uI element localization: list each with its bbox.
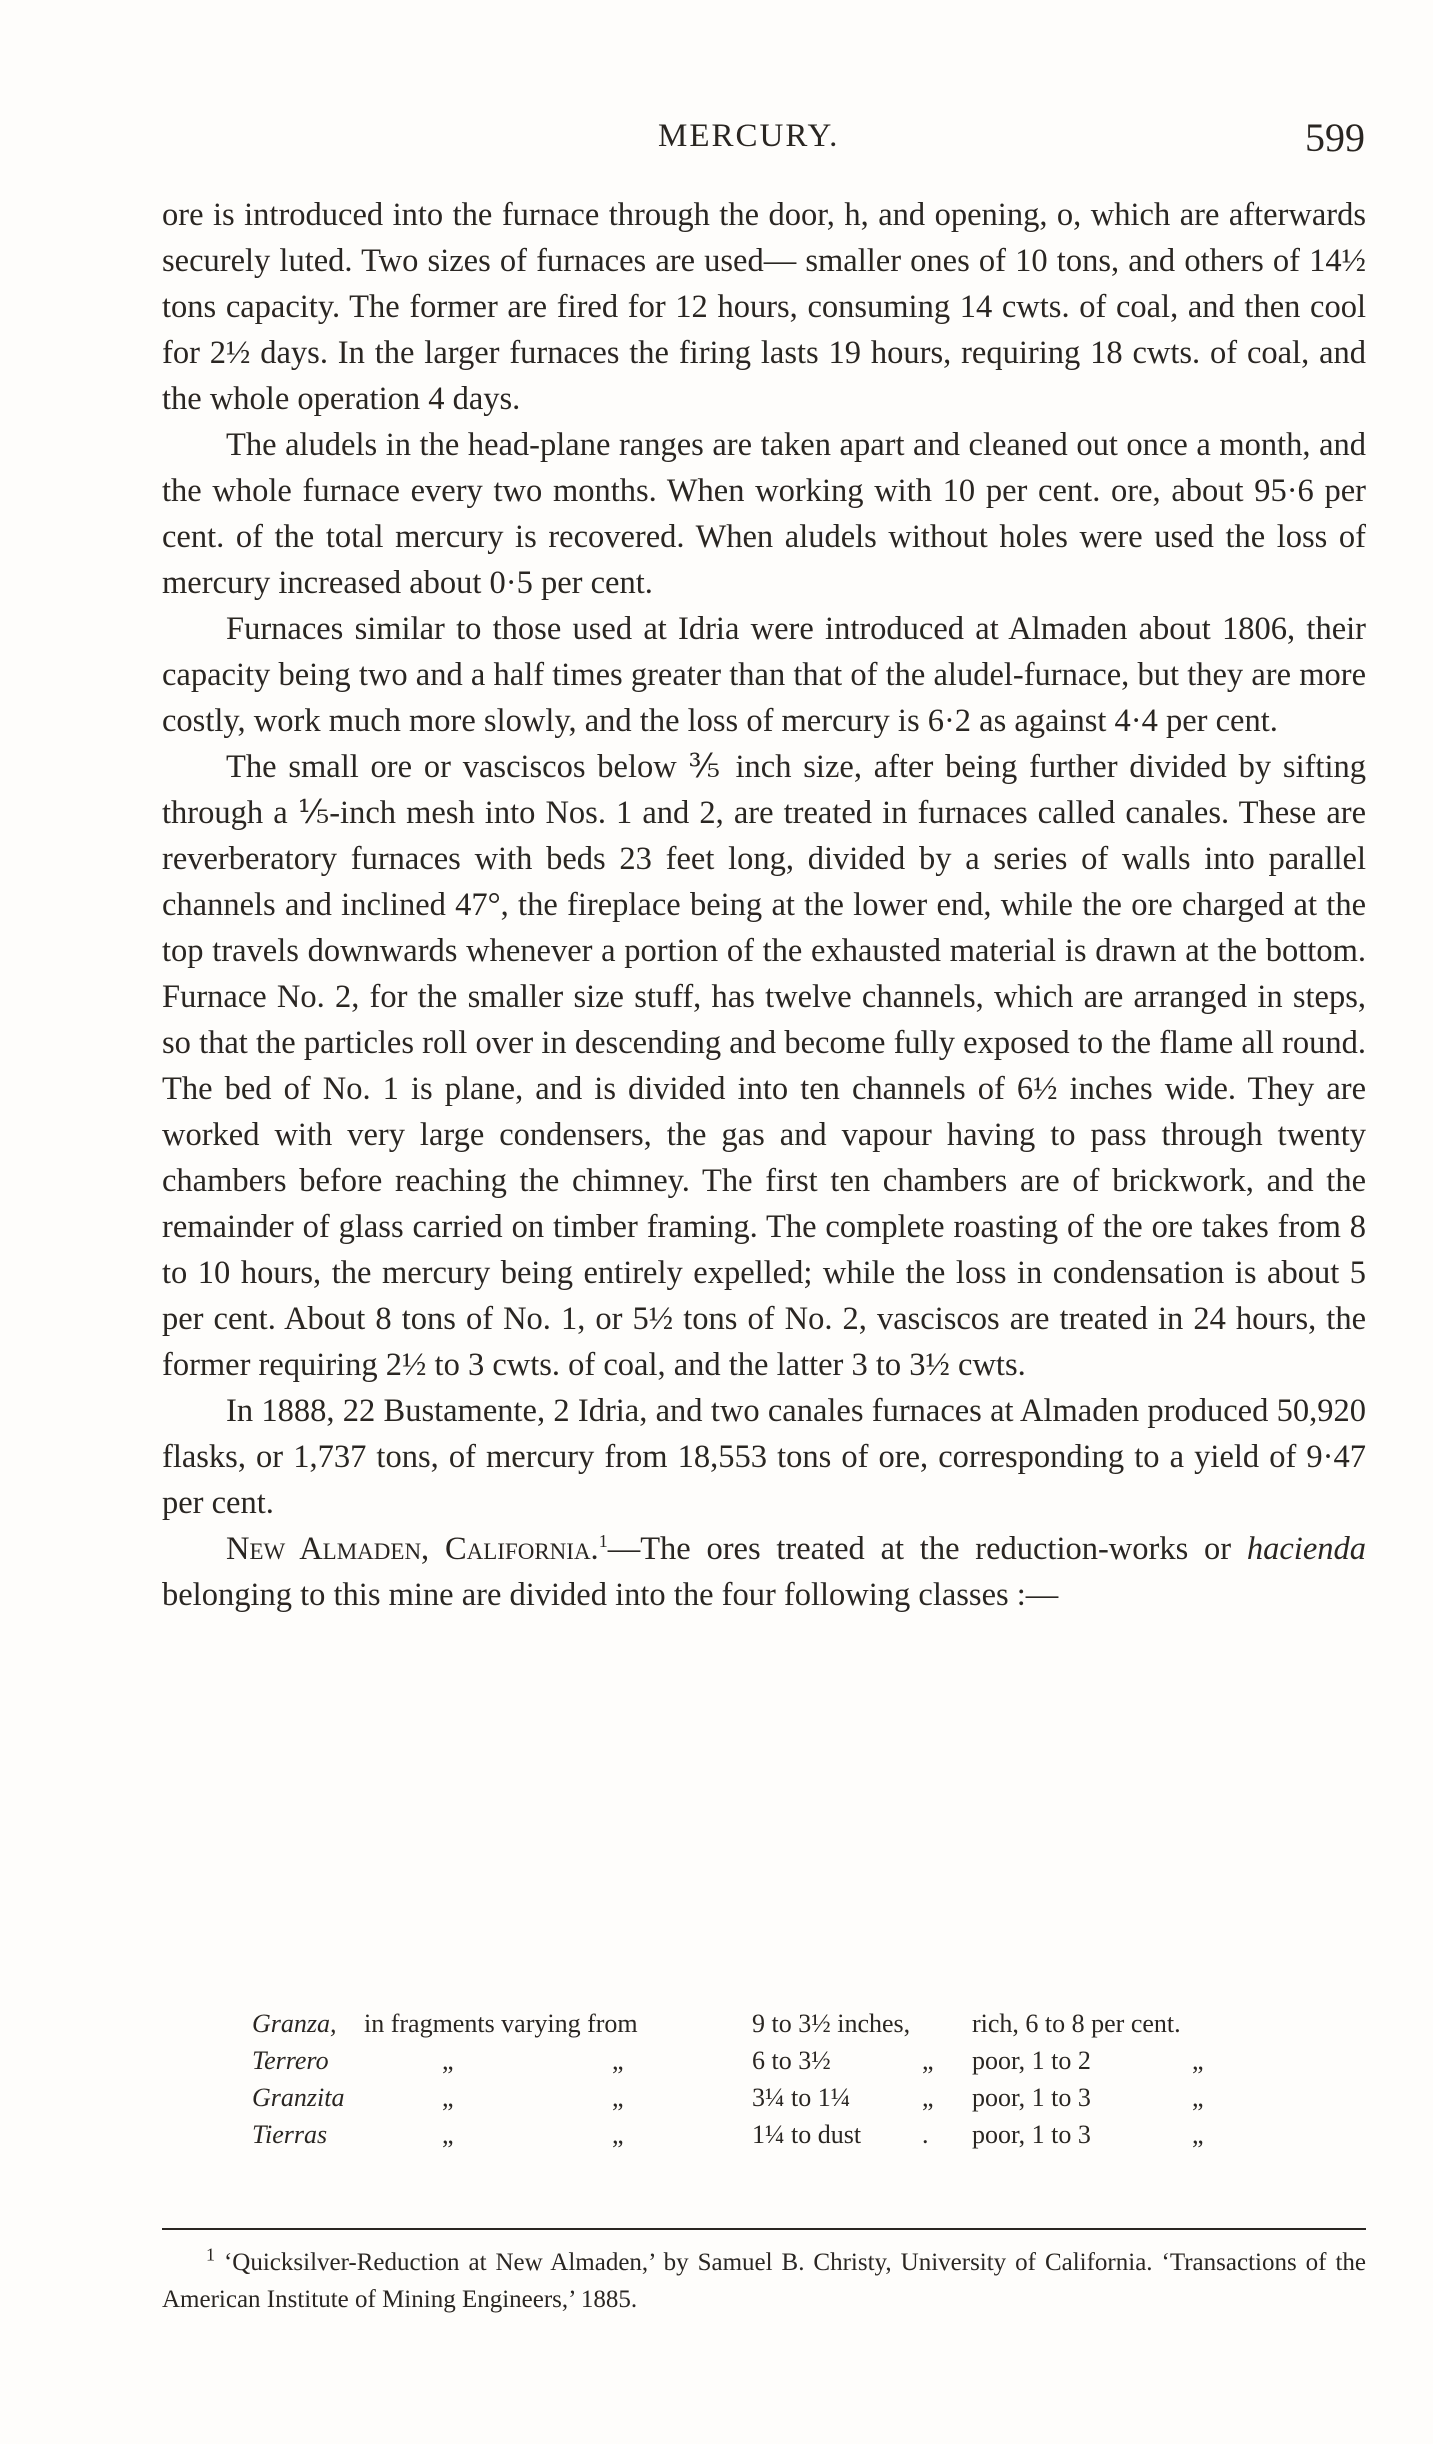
ditto-mark: „ xyxy=(442,2046,454,2075)
ore-class-name: Granzita xyxy=(252,2083,345,2112)
ore-class-row xyxy=(252,2116,1312,2153)
ore-classes-list xyxy=(252,2005,1312,2153)
ditto-mark: „ xyxy=(922,2046,934,2075)
ditto-mark: „ xyxy=(442,2083,454,2112)
ore-class-quality: poor, 1 to 2 xyxy=(972,2046,1091,2075)
ditto-mark: „ xyxy=(1192,2083,1204,2112)
footnote-text: ‘Quicksilver-Reduction at New Almaden,’ by Samuel B. Christy, University of California. ‘Transactions of the American Institute of Mining Engineers,’ 1885. xyxy=(162,2249,1366,2313)
ditto-mark: „ xyxy=(1192,2120,1204,2149)
ore-class-size: 6 to 3½ xyxy=(752,2046,831,2075)
running-head xyxy=(0,115,1433,168)
paragraph-new-almaden xyxy=(162,1526,1366,1618)
ore-class-name: Tierras xyxy=(252,2120,328,2149)
ditto-mark: „ xyxy=(442,2120,454,2149)
section-heading: New Almaden, California. xyxy=(226,1531,599,1567)
footnote xyxy=(162,2244,1366,2318)
new-almaden-text: —The ores treated at the reduction-works or xyxy=(607,1531,1247,1567)
ore-class-name: Terrero xyxy=(252,2046,329,2075)
ore-class-name: Granza, xyxy=(252,2009,337,2038)
ditto-mark: „ xyxy=(612,2120,624,2149)
ditto-mark: „ xyxy=(1192,2046,1204,2075)
ore-class-quality: poor, 1 to 3 xyxy=(972,2120,1091,2149)
ore-class-size: 1¼ to dust xyxy=(752,2120,862,2149)
ditto-mark: „ xyxy=(922,2083,934,2112)
paragraph-1: ore is introduced into the furnace through the door, h, and opening, o, which are afterwards securely luted. Two sizes of furnaces are used— smaller ones of 10 tons, and others of 14½ tons capacity. The former are fired for 12 hours, consuming 14 cwts. of coal, and then cool for 2½ days. In the larger furnaces the firing lasts 19 hours, requiring 18 cwts. of coal, and the whole operation 4 days. xyxy=(162,197,1366,417)
body-text xyxy=(162,192,1366,1618)
paragraph-4: The small ore or vasciscos below ⅗ inch size, after being further divided by sifting through a ⅕-inch mesh into Nos. 1 and 2, are treated in furnaces called canales. These are reverberatory furnaces with beds 23 feet long, divided by a series of walls into parallel channels and inclined 47°, the fireplace being at the lower end, while the ore charged at the top travels downwards whenever a portion of the exhausted material is drawn at the bottom. Furnace No. 2, for the smaller size stuff, has twelve channels, which are arranged in steps, so that the particles roll over in descending and become fully exposed to the flame all round. The bed of No. 1 is plane, and is divided into ten channels of 6½ inches wide. They are worked with very large condensers, the gas and vapour having to pass through twenty chambers before reaching the chimney. The first ten chambers are of brickwork, and the remainder of glass carried on timber framing. The complete roasting of the ore takes from 8 to 10 hours, the mercury being entirely expelled; while the loss in condensation is about 5 per cent. About 8 tons of No. 1, or 5½ tons of No. 2, vasciscos are treated in 24 hours, the former requiring 2½ to 3 cwts. of coal, and the latter 3 to 3½ cwts. xyxy=(162,749,1366,1383)
ore-class-row xyxy=(252,2005,1312,2042)
ore-class-quality: poor, 1 to 3 xyxy=(972,2083,1091,2112)
paragraph-5: In 1888, 22 Bustamente, 2 Idria, and two canales furnaces at Almaden produced 50,920 flasks, or 1,737 tons, of mercury from 18,553 tons of ore, corresponding to a yield of 9·47 per cent. xyxy=(162,1393,1366,1521)
ore-class-lead: in fragments varying from xyxy=(364,2009,638,2038)
hacienda-term: hacienda xyxy=(1246,1531,1366,1567)
paragraph-2: The aludels in the head-plane ranges are taken apart and cleaned out once a month, and the whole furnace every two months. When working with 10 per cent. ore, about 95·6 per cent. of the total mercury is recovered. When aludels without holes were used the loss of mercury increased about 0·5 per cent. xyxy=(162,427,1366,601)
page-number: 599 xyxy=(1305,115,1365,160)
new-almaden-text-end: belonging to this mine are divided into the four following classes :— xyxy=(162,1577,1059,1613)
ditto-mark: „ xyxy=(612,2083,624,2112)
footnote-divider xyxy=(162,2228,1366,2230)
footnote-reference: 1 xyxy=(598,1531,608,1552)
ore-class-size: 3¼ to 1¼ xyxy=(752,2083,851,2112)
ore-class-row xyxy=(252,2042,1312,2079)
footnote-marker: 1 xyxy=(206,2244,215,2265)
ore-class-size: 9 to 3½ inches, xyxy=(752,2009,911,2038)
paragraph-3: Furnaces similar to those used at Idria were introduced at Almaden about 1806, their capacity being two and a half times greater than that of the aludel-furnace, but they are more costly, work much more slowly, and the loss of mercury is 6·2 as against 4·4 per cent. xyxy=(162,611,1366,739)
ditto-mark: . xyxy=(922,2120,929,2149)
ore-class-quality: rich, 6 to 8 per cent. xyxy=(972,2009,1181,2038)
ditto-mark: „ xyxy=(612,2046,624,2075)
running-title: MERCURY. xyxy=(658,118,840,154)
ore-class-row xyxy=(252,2079,1312,2116)
